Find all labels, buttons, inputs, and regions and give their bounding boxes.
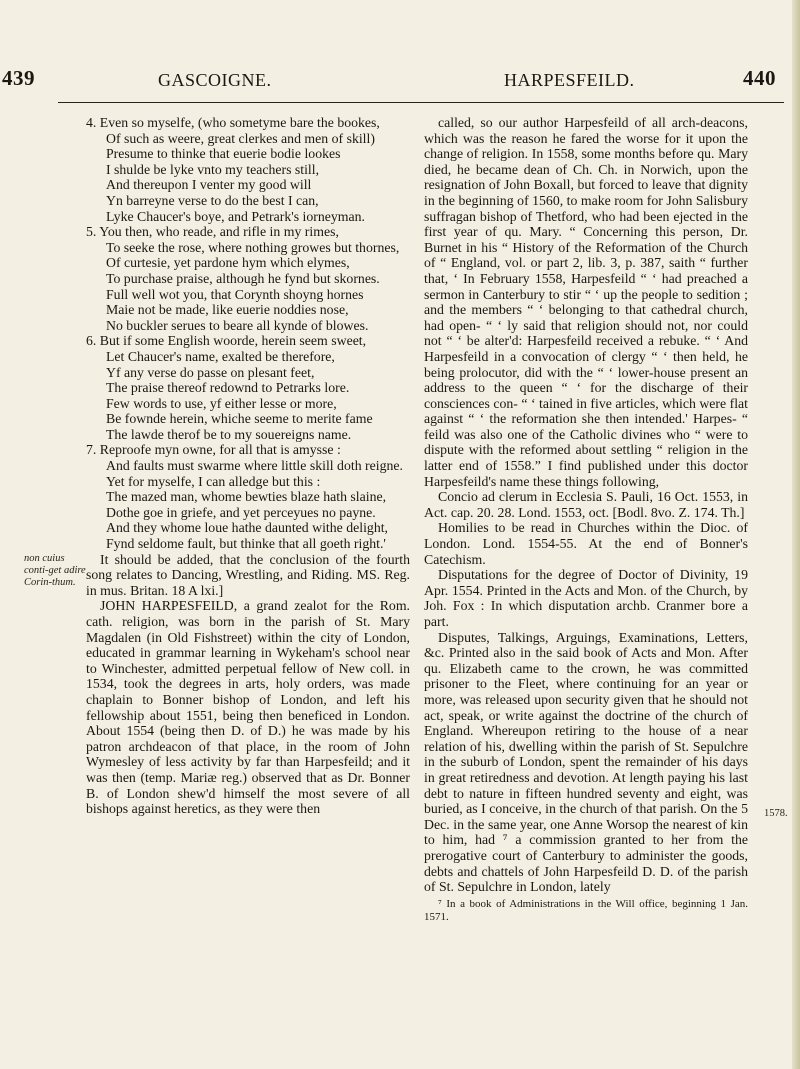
right-column-line: Disputations for the degree of Doctor of Divinity, 19 Apr. 1554. Printed in the Acts and Mon. of the Church, by Joh. Fox : In which disputation archb. Cranmer bore a part.: [424, 567, 748, 629]
left-column-line: The praise thereof redownd to Petrarks lore.: [106, 380, 350, 396]
left-column-line: Let Chaucer's name, exalted be therefore,: [106, 348, 335, 364]
left-column-line: No buckler serues to beare all kynde of blowes.: [106, 317, 369, 333]
left-column-line: Yn barreyne verse to do the best I can,: [106, 192, 319, 208]
left-column-line: Yf any verse do passe on plesant feet,: [106, 364, 315, 380]
left-column-line: And they whome loue hathe daunted withe delight,: [106, 520, 389, 536]
right-column-line: Homilies to be read in Churches within the Dioc. of London. Lond. 1554-55. At the end of Bonner's Catechism.: [424, 520, 748, 567]
page-edge: [792, 0, 800, 1069]
left-column-line: Of curtesie, yet pardone hym which elymes,: [106, 255, 350, 271]
left-column-line: To purchase praise, although he fynd but skornes.: [106, 270, 380, 286]
left-column-line: Presume to thinke that euerie bodie lookes: [106, 146, 341, 162]
left-column-line: Few words to use, yf either lesse or more,: [106, 395, 337, 411]
left-column-line: 4. Even so myselfe, (who sometyme bare the bookes,: [86, 115, 380, 130]
left-column-line: Fynd seldome fault, but thinke that all goeth right.': [106, 536, 386, 552]
right-running-title: HARPESFEILD.: [504, 70, 635, 90]
left-column-line: Lyke Chaucer's boye, and Petrark's iorneyman.: [106, 208, 365, 224]
left-column-line: 6. But if some English woorde, herein seem sweet,: [86, 333, 367, 349]
left-column-line: 5. You then, who reade, and rifle in my rimes,: [86, 224, 339, 240]
right-column-line: ⁷ In a book of Administrations in the Will office, beginning 1 Jan. 1571.: [424, 897, 748, 923]
left-column-line: Be fownde herein, whiche seeme to merite fame: [106, 411, 373, 427]
left-column-line: Dothe goe in griefe, and yet perceyues no payne.: [106, 504, 376, 520]
right-column-line: Disputes, Talkings, Arguings, Examinations, Letters, &c. Printed also in the said book of Acts and Mon. After qu. Elizabeth came to the crown, he was committed prisoner to the Fleet, where continuing for an year or more, was released upon security given that he should not act, speak, or write against the doctrine of the church of England. Whereupon retiring to the house of a near relation of his, dwelling within the parish of St. Sepulchre in the suburb of London, spent the remainder of his days in great retiredness and devotion. At length paying his last debt to nature in fifteen hundred seventy and eight, was buried, as I conceive, in the church of that parish. On the 5 Dec. in the same year, one Anne Worsop the nearest of kin to him, had ⁷ a commission granted to her from the prerogative court of Canterbury to administer the goods, debts and chattels of John Harpesfeild D. D. of the parish of St. Sepulchre in London, lately: [424, 629, 748, 895]
left-column: [86, 115, 410, 817]
left-column-line: And faults must swarme where little skill doth reigne.: [106, 458, 403, 474]
margin-note-latin: non cuius conti-get adire Corin-thum.: [24, 553, 86, 588]
left-column-line: Maie not be made, like euerie noddies nose,: [106, 302, 349, 318]
right-column-line: Concio ad clerum in Ecclesia S. Pauli, 16 Oct. 1553, in Act. cap. 20. 28. Lond. 1553, oct. [Bodl. 8vo. Z. 174. Th.]: [424, 489, 748, 520]
left-column-line: The mazed man, whome bewties blaze hath slaine,: [106, 489, 387, 505]
left-column-line: 7. Reproofe myn owne, for all that is amysse :: [86, 442, 341, 458]
right-column-line: called, so our author Harpesfeild of all arch-deacons, which was the reason he fared the worse for it upon the change of religion. In 1558, some months before qu. Mary died, he became dean of Ch. Ch. in Norwich, upon the resignation of John Boxall, but forced to leave that dignity in the beginning of 1560, to make room for John Salisbury suffragan bishop of Thetford, who had been ejected in the first year of qu. Mary. “ Concerning this person, Dr. Burnet in his “ History of the Reformation of the Church of “ England, vol. or part 2, lib. 3, p. 387, saith “ further that, ‘ In February 1558, Harpesfeild “ ‘ had preached a sermon in Canterbury to stir “ ‘ up the people to sedition ; and the members “ ‘ belonging to that cathedral church, had open- “ ‘ ly said that religion should not, nor could not “ ‘ be alter'd: Harpesfeild received a rebuke. “ ‘ And Harpesfeild in a convocation of clergy “ ‘ then held, he being prolocutor, did with the “ ‘ lower-house present an address to the queen “ ‘ for the discharge of their consciences con- “ ‘ tained in five articles, which were flat against “ ‘ the reformation she then intended.' Harpes- “ feild was also one of the Catholic divines who “ were to dispute with the reformed about settling “ religion in the latter end of 1558.” I find published under this doctor Harpesfeild's name these things following,: [424, 115, 748, 489]
left-column-line: Full well wot you, that Corynth shoyng hornes: [106, 286, 364, 302]
header-rule: [58, 102, 784, 103]
left-column-line: To seeke the rose, where nothing growes but thornes,: [106, 239, 400, 255]
left-column-line: Yet for myselfe, I can alledge but this :: [106, 473, 321, 489]
right-page-number: 440: [743, 66, 776, 90]
left-page-number: 439: [2, 66, 35, 90]
left-column-line: And thereupon I venter my good will: [106, 177, 312, 193]
left-column-line: JOHN HARPESFEILD, a grand zealot for the Rom. cath. religion, was born in the parish of St. Mary Magdalen (in Old Fishstreet) within the city of London, educated in grammar learning in Wykeham's school near to Winchester, admitted perpetual fellow of New coll. in 1534, took the degrees in arts, holy orders, was made chaplain to Bonner bishop of London, and left his fellowship about 1551, being then beneficed in London. About 1554 (being then D. of D.) he was made by his patron archdeacon of that place, in the room of John Wymesley of less activity by far than Harpesfeild; and it was then (temp. Mariæ reg.) observed that as Dr. Bonner B. of London shew'd himself the most severe of all bishops against heretics, as they were then: [86, 598, 410, 817]
left-column-line: It should be added, that the conclusion of the fourth song relates to Dancing, Wrestling, and Riding. MS. Reg. in mus. Britan. 18 A lxi.]: [86, 551, 410, 598]
right-column: [424, 115, 748, 924]
left-column-line: I shulde be lyke vnto my teachers still,: [106, 161, 320, 177]
left-running-title: GASCOIGNE.: [158, 70, 272, 90]
left-column-line: The lawde therof be to my souereigns name.: [106, 426, 352, 442]
margin-note-year: 1578.: [764, 808, 788, 819]
left-column-line: Of such as weere, great clerkes and men of skill): [106, 130, 375, 146]
